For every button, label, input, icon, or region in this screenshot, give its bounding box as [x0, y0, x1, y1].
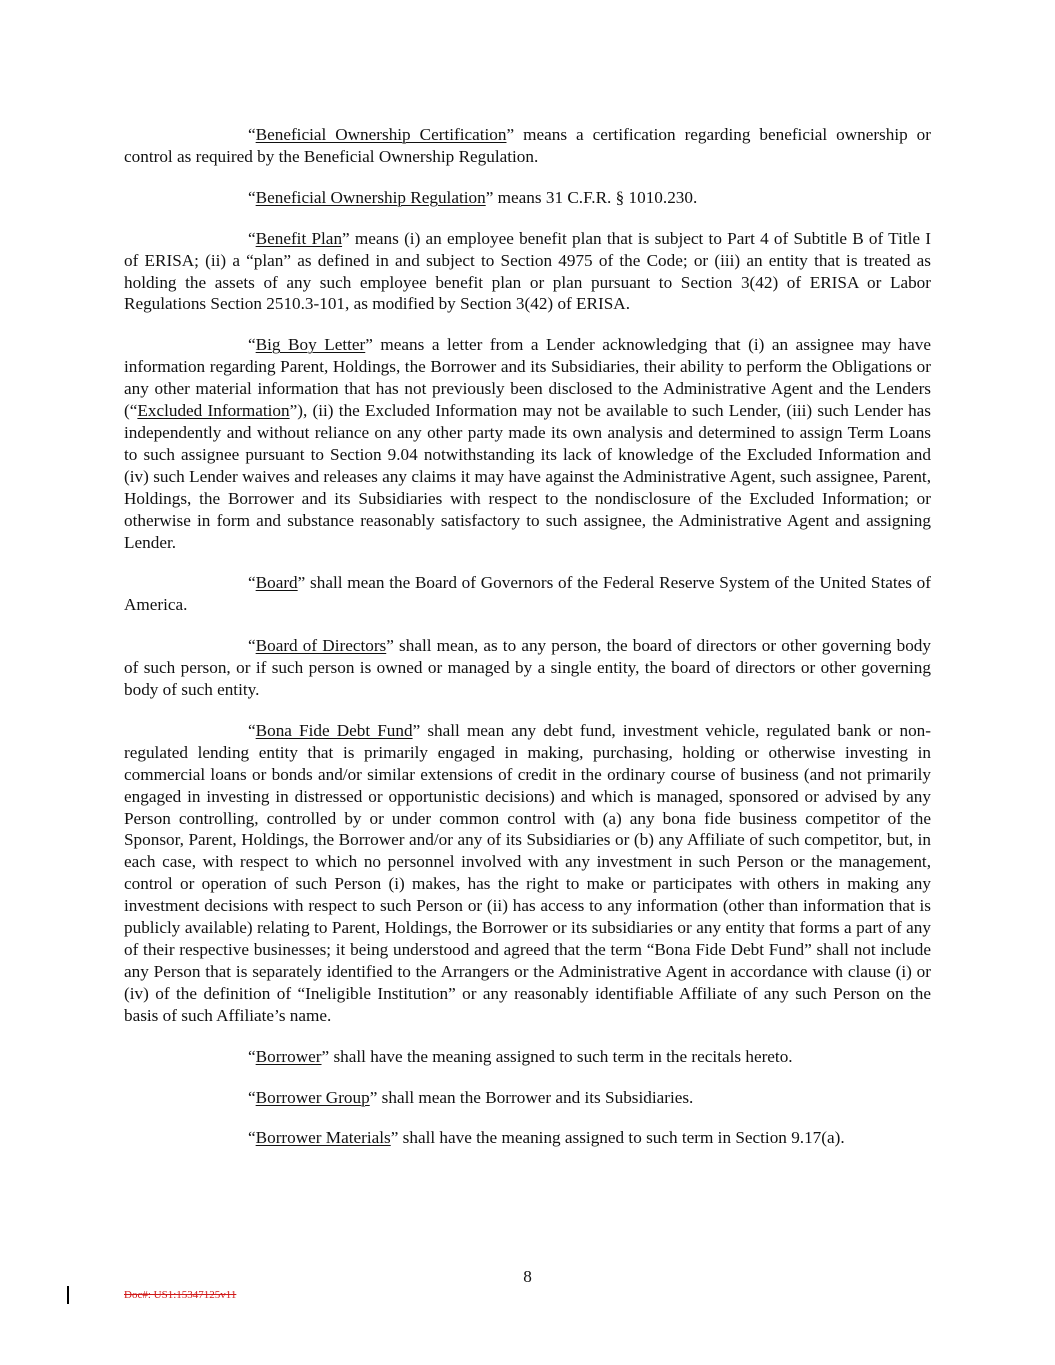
definition-text: shall mean, as to any person, the board of directors or other governing body of such person, or if such person is owned or managed by a single entity, the board of directors or other governing body of such entity.	[124, 636, 931, 700]
open-quote: “	[248, 187, 256, 207]
open-quote: “	[248, 636, 256, 656]
definition-bona-fide-debt-fund	[124, 720, 931, 1027]
definition-text: means a letter from a Lender acknowledging that (i) an assignee may have information regarding Parent, Holdings, the Borrower and its Subsidiaries, their ability to perform the Obligations or any other material information that has not previously been disclosed to the Administrative Agent and the Lenders (“	[124, 335, 931, 421]
definition-beneficial-ownership-certification	[124, 124, 931, 168]
definition-text: shall have the meaning assigned to such term in Section 9.17(a).	[398, 1128, 845, 1148]
definition-beneficial-ownership-regulation	[124, 187, 931, 209]
defined-term: Borrower Group	[255, 1087, 370, 1107]
revision-change-bar	[67, 1286, 69, 1304]
close-quote: ”	[386, 636, 394, 656]
open-quote: “	[248, 1128, 256, 1148]
definition-text: means 31 C.F.R. § 1010.230.	[493, 187, 698, 207]
open-quote: “	[248, 1046, 256, 1066]
close-quote: ”	[342, 228, 350, 248]
definition-board-of-directors	[124, 635, 931, 701]
open-quote: “	[248, 335, 256, 355]
document-id-footer: Doc#: US1:15347125v11	[124, 1289, 237, 1301]
open-quote: “	[248, 125, 256, 144]
close-quote: ”	[485, 187, 494, 207]
defined-term: Beneficial Ownership Certification	[255, 125, 507, 144]
open-quote: “	[248, 1087, 256, 1107]
defined-term: Board of Directors	[255, 636, 387, 656]
definition-text: ”), (ii) the Excluded Information may not be available to such Lender, (iii) such Lender has independently and without reliance on any other party made its own analysis and determined to assign Term Loans to such assignee pursuant to Section 9.04 notwithstanding its lack of knowledge of the Excluded Information and (iv) such Lender waives and releases any claims it may have against the Administrative Agent, such assignee, Parent, Holdings, the Borrower and its Subsidiaries with respect to the nondisclosure of the Excluded Information; or otherwise in form and substance reasonably satisfactory to such assignee, the Administrative Agent and assigning Lender.	[124, 401, 931, 552]
close-quote: ”	[321, 1046, 330, 1066]
close-quote: ”	[369, 1087, 378, 1107]
definition-text: means a certification regarding beneficial ownership or control as required by the Beneficial Ownership Regulation.	[124, 125, 931, 166]
definition-text: shall mean any debt fund, investment vehicle, regulated bank or non-regulated lending entity that is primarily engaged in making, purchasing, holding or otherwise investing in commercial loans or bonds and/or similar extensions of credit in the ordinary course of business (and not primarily engaged in investing in distressed or opportunistic decisions) and which is managed, sponsored or advised by any Person controlling, controlled by or under common control with (a) any bona fide business competitor of the Sponsor, Parent, Holdings, the Borrower and/or any of its Subsidiaries or (b) any Affiliate of such competitor, but, in each case, with respect to which no personnel involved with any investment in such Person or the management, control or operation of such Person (i) makes, has the right to make or participates with others in making any investment decisions with respect to such Person or (ii) has access to any information (other than information that is publicly available) relating to Parent, Holdings, the Borrower or its subsidiaries or any entity that forms a part of any of their respective businesses; it being understood and agreed that the term “Bona Fide Debt Fund” shall not include any Person that is separately identified to the Arrangers or the Administrative Agent in accordance with clause (i) or (iv) of the definition of “Ineligible Institution” or any reasonably identifiable Affiliate of any such Person on the basis of such Affiliate’s name.	[124, 720, 931, 1025]
definition-big-boy-letter	[124, 334, 931, 553]
document-body	[124, 124, 931, 1168]
defined-term: Board	[255, 573, 298, 593]
close-quote: ”	[506, 125, 515, 144]
close-quote: ”	[297, 573, 306, 593]
definition-text: shall mean the Borrower and its Subsidiaries.	[377, 1087, 694, 1107]
open-quote: “	[248, 720, 256, 740]
close-quote: ”	[412, 720, 421, 740]
defined-term-excluded-information: Excluded Information	[137, 401, 290, 421]
open-quote: “	[248, 228, 256, 248]
definition-benefit-plan	[124, 228, 931, 316]
definition-text: shall have the meaning assigned to such term in the recitals hereto.	[329, 1046, 793, 1066]
definition-borrower	[124, 1046, 931, 1068]
defined-term: Beneficial Ownership Regulation	[255, 187, 486, 207]
defined-term: Borrower	[255, 1046, 322, 1066]
page-number: 8	[523, 1267, 532, 1286]
definition-text: shall mean the Board of Governors of the Federal Reserve System of the United States of America.	[124, 573, 931, 615]
definition-borrower-group	[124, 1087, 931, 1109]
definition-board	[124, 572, 931, 616]
close-quote: ”	[365, 335, 373, 355]
defined-term: Bona Fide Debt Fund	[255, 720, 413, 740]
definition-borrower-materials	[124, 1127, 931, 1149]
close-quote: ”	[390, 1128, 399, 1148]
open-quote: “	[248, 573, 256, 593]
defined-term: Benefit Plan	[255, 228, 343, 248]
definition-text: means (i) an employee benefit plan that is subject to Part 4 of Subtitle B of Title I of ERISA; (ii) a “plan” as defined in and subject to Section 4975 of the Code; or (iii) an entity that is treated as holding the assets of any such employee benefit plan or plan pursuant to Section 3(42) of ERISA or Labor Regulations Section 2510.3-101, as modified by Section 3(42) of ERISA.	[124, 228, 931, 314]
defined-term: Big Boy Letter	[255, 335, 366, 355]
defined-term: Borrower Materials	[255, 1128, 391, 1148]
